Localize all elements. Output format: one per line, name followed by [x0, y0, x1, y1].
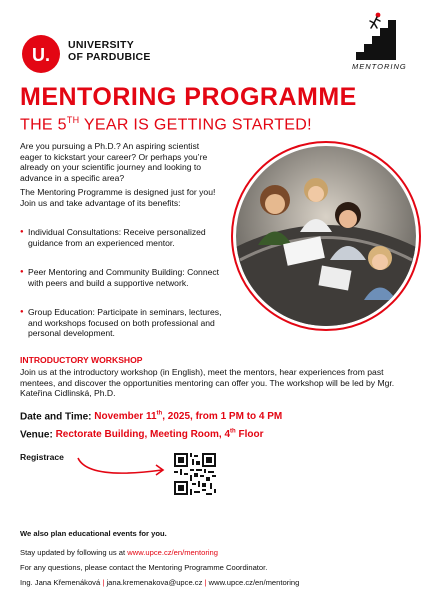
students-photo — [230, 140, 422, 332]
workshop-venue — [20, 429, 264, 440]
university-line1: UNIVERSITY — [68, 39, 135, 51]
university-logo-icon — [20, 33, 62, 75]
follow-link[interactable]: www.upce.cz/en/mentoring — [127, 548, 218, 557]
venue-value-rest: Floor — [235, 429, 264, 441]
venue-value-main: Rectorate Building, Meeting Room, 4 — [55, 429, 231, 441]
page-title: MENTORING PROGRAMME — [20, 83, 357, 111]
mentoring-logo — [352, 8, 408, 67]
mentoring-logo-label: MENTORING — [352, 62, 407, 71]
intro-paragraph-2: The Mentoring Programme is designed just for you! Join us and take advantage of its benefits: — [20, 187, 216, 208]
date-value — [94, 411, 282, 422]
workshop-date — [20, 411, 282, 422]
separator-2: | — [204, 578, 207, 587]
benefit-item: ● Individual Consultations: Receive personalized guidance from an experienced mentor. — [20, 227, 228, 248]
venue-value-sup: th — [230, 429, 236, 435]
date-label: Date and Time: — [20, 411, 92, 423]
date-value-sup: th — [156, 411, 163, 417]
coordinator-web[interactable]: www.upce.cz/en/mentoring — [208, 578, 300, 587]
registration-label: Registrace — [20, 452, 64, 462]
coordinator-name: Ing. Jana Křemenáková — [20, 578, 101, 587]
venue-value — [56, 429, 264, 440]
arrow-icon — [60, 452, 170, 487]
separator-1: | — [102, 578, 105, 587]
date-value-main: November 11 — [94, 411, 157, 423]
footer-line-follow — [20, 548, 218, 558]
date-value-rest: , 2025, from 1 PM to 4 PM — [162, 411, 283, 423]
workshop-description: Join us at the introductory workshop (in English), meet the mentors, hear experiences from past mentees, and discover the opportunities mentoring can offer you. The workshop will be led by Mgr. Kateřina Cidlinská, Ph.D. — [20, 367, 395, 399]
university-line2: OF PARDUBICE — [68, 51, 151, 63]
benefit-item: ● Group Education: Participate in seminars, lectures, and workshops focused on both professional and personal development. — [20, 307, 228, 339]
subtitle-sup: TH — [66, 115, 80, 125]
workshop-heading: INTRODUCTORY WORKSHOP — [20, 355, 143, 365]
page-subtitle — [20, 115, 312, 134]
venue-label: Venue: — [20, 429, 53, 441]
subtitle-after: YEAR IS GETTING STARTED! — [79, 116, 312, 134]
events-note: We also plan educational events for you. — [20, 529, 167, 538]
svg-text:U.: U. — [32, 45, 50, 65]
stairs-climber-icon — [352, 8, 408, 62]
registration-qr-code[interactable] — [172, 451, 218, 497]
footer-line-contact: For any questions, please contact the Mentoring Programme Coordinator. — [20, 563, 268, 572]
follow-text: Stay updated by following us at — [20, 548, 128, 557]
intro-paragraph: Are you pursuing a Ph.D.? An aspiring scientist eager to kickstart your career? Or perhaps you’re already on your scientific journey and looking to advance in a specific area? — [20, 141, 208, 183]
university-logo — [20, 33, 62, 75]
subtitle-before: THE 5 — [20, 116, 67, 134]
footer-line-coordinator — [20, 578, 299, 588]
coordinator-email[interactable]: jana.kremenakova@upce.cz — [106, 578, 203, 587]
benefit-item: ● Peer Mentoring and Community Building: Connect with peers and build a supportive network. — [20, 267, 228, 288]
university-name — [68, 39, 151, 63]
